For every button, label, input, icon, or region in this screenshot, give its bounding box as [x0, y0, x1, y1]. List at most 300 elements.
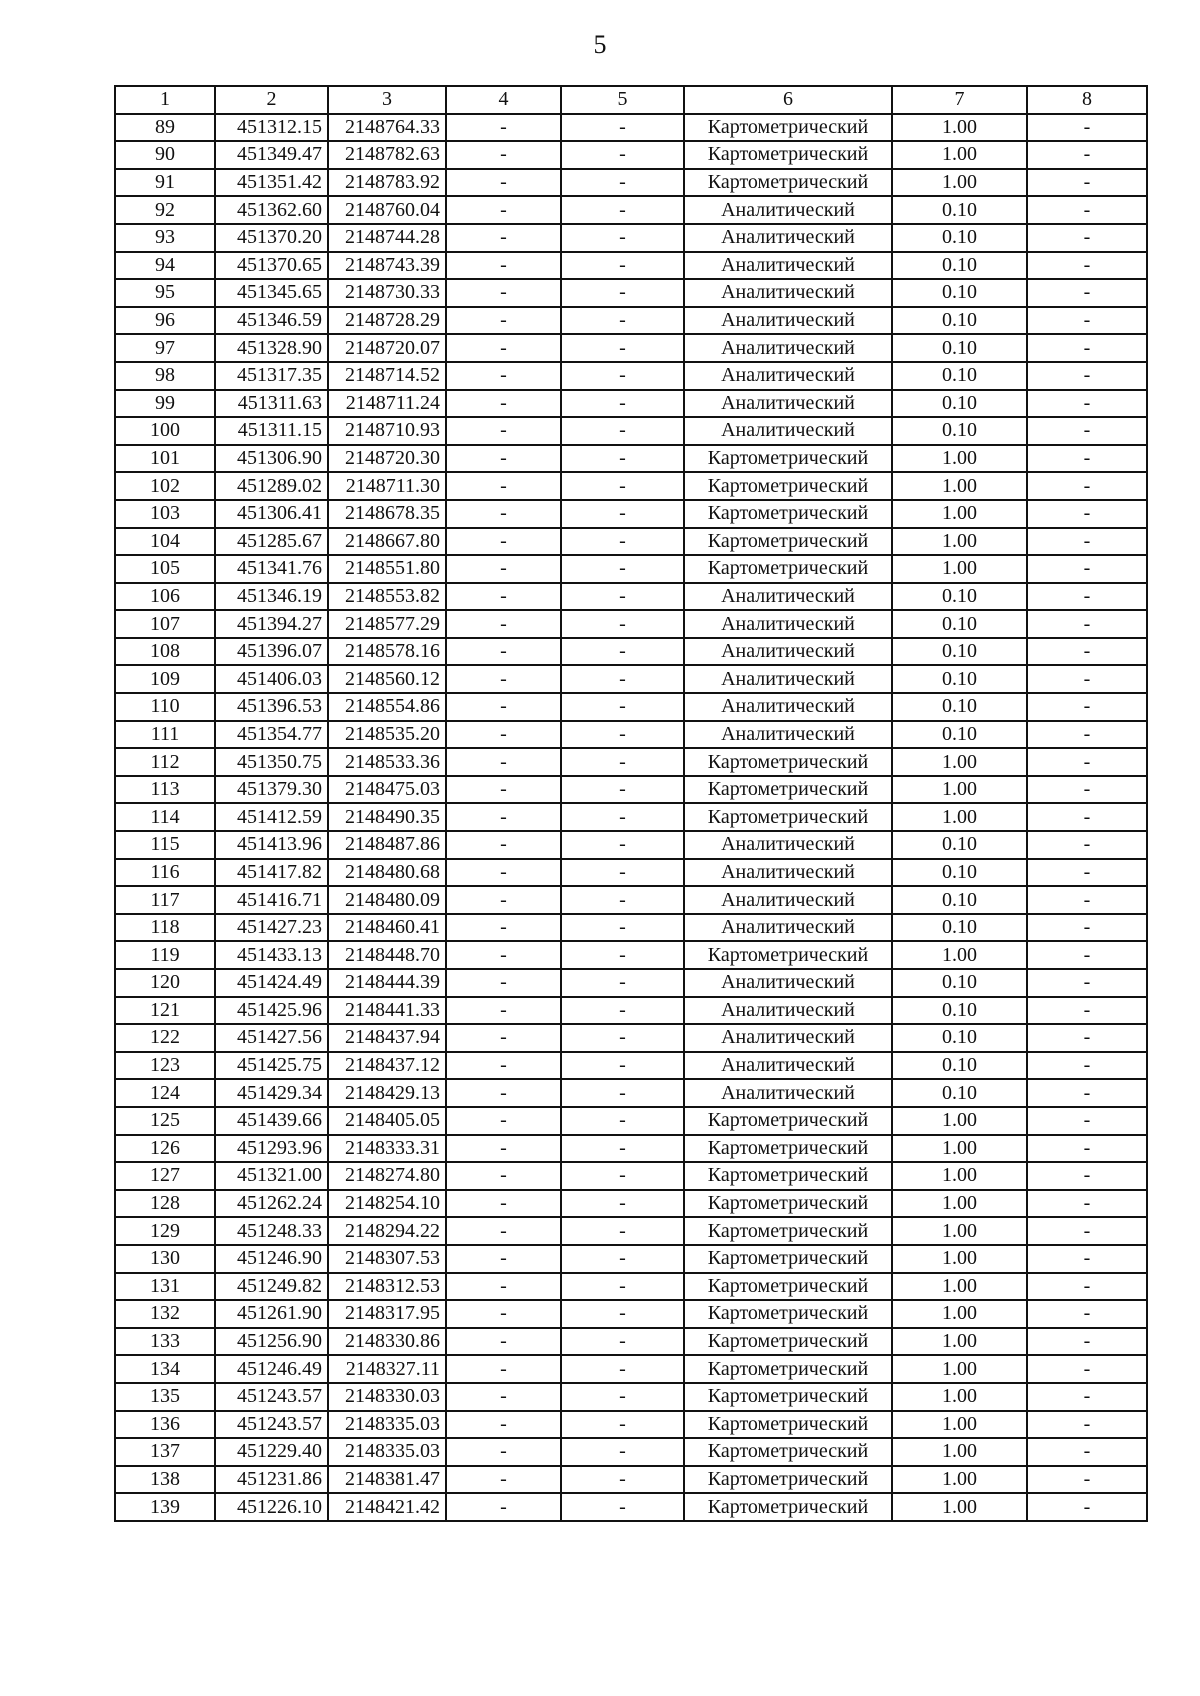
x-coordinate-cell: 451346.59: [215, 307, 328, 335]
method-cell: Аналитический: [684, 362, 892, 390]
x-coordinate-cell: 451370.65: [215, 252, 328, 280]
table-row: [115, 1024, 1147, 1052]
column-5-cell: -: [561, 472, 684, 500]
method-cell: Аналитический: [684, 886, 892, 914]
method-cell: Аналитический: [684, 997, 892, 1025]
x-coordinate-cell: 451321.00: [215, 1162, 328, 1190]
column-8-cell: -: [1027, 638, 1147, 666]
y-coordinate-cell: 2148333.31: [328, 1135, 446, 1163]
column-4-cell: -: [446, 1107, 561, 1135]
table-row: [115, 334, 1147, 362]
table-row: [115, 307, 1147, 335]
method-cell: Аналитический: [684, 390, 892, 418]
column-5-cell: -: [561, 1245, 684, 1273]
column-5-cell: -: [561, 445, 684, 473]
y-coordinate-cell: 2148710.93: [328, 417, 446, 445]
y-coordinate-cell: 2148480.68: [328, 859, 446, 887]
x-coordinate-cell: 451256.90: [215, 1328, 328, 1356]
method-cell: Аналитический: [684, 1052, 892, 1080]
table-row: [115, 555, 1147, 583]
accuracy-cell: 0.10: [892, 638, 1027, 666]
y-coordinate-cell: 2148720.30: [328, 445, 446, 473]
column-4-cell: -: [446, 1300, 561, 1328]
x-coordinate-cell: 451243.57: [215, 1411, 328, 1439]
x-coordinate-cell: 451248.33: [215, 1217, 328, 1245]
column-5-cell: -: [561, 997, 684, 1025]
y-coordinate-cell: 2148448.70: [328, 941, 446, 969]
x-coordinate-cell: 451346.19: [215, 583, 328, 611]
accuracy-cell: 0.10: [892, 693, 1027, 721]
point-number-cell: 89: [115, 114, 215, 142]
point-number-cell: 133: [115, 1328, 215, 1356]
y-coordinate-cell: 2148460.41: [328, 914, 446, 942]
column-5-cell: -: [561, 196, 684, 224]
point-number-cell: 132: [115, 1300, 215, 1328]
column-8-cell: -: [1027, 114, 1147, 142]
method-cell: Аналитический: [684, 638, 892, 666]
x-coordinate-cell: 451345.65: [215, 279, 328, 307]
method-cell: Аналитический: [684, 1079, 892, 1107]
y-coordinate-cell: 2148437.94: [328, 1024, 446, 1052]
method-cell: Картометрический: [684, 1190, 892, 1218]
column-8-cell: -: [1027, 500, 1147, 528]
x-coordinate-cell: 451293.96: [215, 1135, 328, 1163]
column-8-cell: -: [1027, 1135, 1147, 1163]
column-5-cell: -: [561, 638, 684, 666]
y-coordinate-cell: 2148782.63: [328, 141, 446, 169]
table-row: [115, 1355, 1147, 1383]
column-4-cell: -: [446, 1493, 561, 1521]
method-cell: Картометрический: [684, 555, 892, 583]
table-row: [115, 1162, 1147, 1190]
accuracy-cell: 1.00: [892, 1217, 1027, 1245]
column-5-cell: -: [561, 1135, 684, 1163]
point-number-cell: 123: [115, 1052, 215, 1080]
column-4-cell: -: [446, 252, 561, 280]
column-4-cell: -: [446, 997, 561, 1025]
column-5-cell: -: [561, 1411, 684, 1439]
point-number-cell: 96: [115, 307, 215, 335]
column-5-cell: -: [561, 859, 684, 887]
column-4-cell: -: [446, 307, 561, 335]
point-number-cell: 111: [115, 721, 215, 749]
x-coordinate-cell: 451311.63: [215, 390, 328, 418]
point-number-cell: 121: [115, 997, 215, 1025]
point-number-cell: 125: [115, 1107, 215, 1135]
y-coordinate-cell: 2148405.05: [328, 1107, 446, 1135]
column-5-cell: -: [561, 610, 684, 638]
column-4-cell: -: [446, 362, 561, 390]
method-cell: Картометрический: [684, 941, 892, 969]
point-number-cell: 117: [115, 886, 215, 914]
accuracy-cell: 1.00: [892, 1355, 1027, 1383]
point-number-cell: 91: [115, 169, 215, 197]
point-number-cell: 118: [115, 914, 215, 942]
accuracy-cell: 0.10: [892, 362, 1027, 390]
x-coordinate-cell: 451341.76: [215, 555, 328, 583]
y-coordinate-cell: 2148578.16: [328, 638, 446, 666]
point-number-cell: 119: [115, 941, 215, 969]
point-number-cell: 100: [115, 417, 215, 445]
table-row: [115, 638, 1147, 666]
accuracy-cell: 0.10: [892, 583, 1027, 611]
accuracy-cell: 1.00: [892, 1245, 1027, 1273]
column-4-cell: -: [446, 390, 561, 418]
column-5-cell: -: [561, 1300, 684, 1328]
point-number-cell: 139: [115, 1493, 215, 1521]
x-coordinate-cell: 451429.34: [215, 1079, 328, 1107]
point-number-cell: 112: [115, 748, 215, 776]
column-5-cell: -: [561, 886, 684, 914]
x-coordinate-cell: 451427.23: [215, 914, 328, 942]
y-coordinate-cell: 2148533.36: [328, 748, 446, 776]
column-5-cell: -: [561, 1355, 684, 1383]
column-header: 2: [215, 86, 328, 114]
x-coordinate-cell: 451433.13: [215, 941, 328, 969]
point-number-cell: 127: [115, 1162, 215, 1190]
column-4-cell: -: [446, 500, 561, 528]
x-coordinate-cell: 451425.96: [215, 997, 328, 1025]
accuracy-cell: 0.10: [892, 997, 1027, 1025]
column-8-cell: -: [1027, 1411, 1147, 1439]
y-coordinate-cell: 2148480.09: [328, 886, 446, 914]
accuracy-cell: 0.10: [892, 334, 1027, 362]
x-coordinate-cell: 451370.20: [215, 224, 328, 252]
column-5-cell: -: [561, 1466, 684, 1494]
column-5-cell: -: [561, 1024, 684, 1052]
method-cell: Картометрический: [684, 776, 892, 804]
column-8-cell: -: [1027, 665, 1147, 693]
method-cell: Аналитический: [684, 307, 892, 335]
table-row: [115, 141, 1147, 169]
y-coordinate-cell: 2148421.42: [328, 1493, 446, 1521]
column-8-cell: -: [1027, 445, 1147, 473]
column-5-cell: -: [561, 114, 684, 142]
table-row: [115, 721, 1147, 749]
table-row: [115, 196, 1147, 224]
column-8-cell: -: [1027, 693, 1147, 721]
column-4-cell: -: [446, 472, 561, 500]
y-coordinate-cell: 2148330.86: [328, 1328, 446, 1356]
x-coordinate-cell: 451351.42: [215, 169, 328, 197]
table-row: [115, 1217, 1147, 1245]
x-coordinate-cell: 451354.77: [215, 721, 328, 749]
x-coordinate-cell: 451289.02: [215, 472, 328, 500]
y-coordinate-cell: 2148437.12: [328, 1052, 446, 1080]
accuracy-cell: 0.10: [892, 417, 1027, 445]
table-row: [115, 224, 1147, 252]
column-8-cell: -: [1027, 941, 1147, 969]
column-5-cell: -: [561, 721, 684, 749]
column-8-cell: -: [1027, 610, 1147, 638]
method-cell: Картометрический: [684, 114, 892, 142]
table-row: [115, 886, 1147, 914]
method-cell: Аналитический: [684, 196, 892, 224]
column-4-cell: -: [446, 748, 561, 776]
point-number-cell: 135: [115, 1383, 215, 1411]
method-cell: Картометрический: [684, 500, 892, 528]
point-number-cell: 94: [115, 252, 215, 280]
x-coordinate-cell: 451261.90: [215, 1300, 328, 1328]
column-5-cell: -: [561, 555, 684, 583]
column-5-cell: -: [561, 528, 684, 556]
method-cell: Картометрический: [684, 1217, 892, 1245]
accuracy-cell: 1.00: [892, 500, 1027, 528]
column-5-cell: -: [561, 224, 684, 252]
column-8-cell: -: [1027, 1438, 1147, 1466]
accuracy-cell: 1.00: [892, 1135, 1027, 1163]
column-5-cell: -: [561, 665, 684, 693]
y-coordinate-cell: 2148560.12: [328, 665, 446, 693]
accuracy-cell: 1.00: [892, 1493, 1027, 1521]
column-8-cell: -: [1027, 748, 1147, 776]
x-coordinate-cell: 451312.15: [215, 114, 328, 142]
x-coordinate-cell: 451328.90: [215, 334, 328, 362]
column-4-cell: -: [446, 638, 561, 666]
point-number-cell: 104: [115, 528, 215, 556]
point-number-cell: 103: [115, 500, 215, 528]
y-coordinate-cell: 2148728.29: [328, 307, 446, 335]
table-row: [115, 1079, 1147, 1107]
column-5-cell: -: [561, 748, 684, 776]
method-cell: Картометрический: [684, 1383, 892, 1411]
column-5-cell: -: [561, 583, 684, 611]
point-number-cell: 106: [115, 583, 215, 611]
table-row: [115, 803, 1147, 831]
point-number-cell: 98: [115, 362, 215, 390]
column-4-cell: -: [446, 1328, 561, 1356]
column-4-cell: -: [446, 941, 561, 969]
table-row: [115, 1107, 1147, 1135]
method-cell: Картометрический: [684, 169, 892, 197]
column-4-cell: -: [446, 196, 561, 224]
column-4-cell: -: [446, 417, 561, 445]
method-cell: Аналитический: [684, 859, 892, 887]
table-row: [115, 1135, 1147, 1163]
point-number-cell: 131: [115, 1273, 215, 1301]
column-8-cell: -: [1027, 1079, 1147, 1107]
table-row: [115, 1328, 1147, 1356]
table-row: [115, 252, 1147, 280]
column-4-cell: -: [446, 665, 561, 693]
x-coordinate-cell: 451229.40: [215, 1438, 328, 1466]
column-5-cell: -: [561, 1273, 684, 1301]
table-row: [115, 169, 1147, 197]
y-coordinate-cell: 2148327.11: [328, 1355, 446, 1383]
column-8-cell: -: [1027, 1107, 1147, 1135]
column-8-cell: -: [1027, 831, 1147, 859]
column-4-cell: -: [446, 859, 561, 887]
column-8-cell: -: [1027, 362, 1147, 390]
point-number-cell: 137: [115, 1438, 215, 1466]
point-number-cell: 120: [115, 969, 215, 997]
column-header: 1: [115, 86, 215, 114]
point-number-cell: 136: [115, 1411, 215, 1439]
column-4-cell: -: [446, 334, 561, 362]
column-5-cell: -: [561, 941, 684, 969]
y-coordinate-cell: 2148760.04: [328, 196, 446, 224]
point-number-cell: 116: [115, 859, 215, 887]
column-5-cell: -: [561, 500, 684, 528]
column-8-cell: -: [1027, 1355, 1147, 1383]
accuracy-cell: 1.00: [892, 803, 1027, 831]
column-4-cell: -: [446, 886, 561, 914]
column-5-cell: -: [561, 1079, 684, 1107]
accuracy-cell: 0.10: [892, 831, 1027, 859]
x-coordinate-cell: 451226.10: [215, 1493, 328, 1521]
table-row: [115, 941, 1147, 969]
y-coordinate-cell: 2148307.53: [328, 1245, 446, 1273]
table-row: [115, 1052, 1147, 1080]
column-8-cell: -: [1027, 1493, 1147, 1521]
method-cell: Аналитический: [684, 693, 892, 721]
table-row: [115, 1190, 1147, 1218]
column-4-cell: -: [446, 803, 561, 831]
column-8-cell: -: [1027, 141, 1147, 169]
accuracy-cell: 0.10: [892, 610, 1027, 638]
column-8-cell: -: [1027, 1300, 1147, 1328]
table-row: [115, 1466, 1147, 1494]
y-coordinate-cell: 2148535.20: [328, 721, 446, 749]
column-8-cell: -: [1027, 997, 1147, 1025]
method-cell: Аналитический: [684, 334, 892, 362]
column-8-cell: -: [1027, 528, 1147, 556]
accuracy-cell: 0.10: [892, 279, 1027, 307]
column-5-cell: -: [561, 1162, 684, 1190]
x-coordinate-cell: 451262.24: [215, 1190, 328, 1218]
column-8-cell: -: [1027, 169, 1147, 197]
point-number-cell: 90: [115, 141, 215, 169]
table-row: [115, 114, 1147, 142]
column-8-cell: -: [1027, 1328, 1147, 1356]
accuracy-cell: 1.00: [892, 555, 1027, 583]
column-4-cell: -: [446, 721, 561, 749]
method-cell: Картометрический: [684, 1493, 892, 1521]
x-coordinate-cell: 451246.90: [215, 1245, 328, 1273]
accuracy-cell: 0.10: [892, 969, 1027, 997]
column-4-cell: -: [446, 1135, 561, 1163]
accuracy-cell: 1.00: [892, 114, 1027, 142]
accuracy-cell: 1.00: [892, 941, 1027, 969]
column-5-cell: -: [561, 1493, 684, 1521]
column-8-cell: -: [1027, 1190, 1147, 1218]
column-4-cell: -: [446, 1190, 561, 1218]
column-5-cell: -: [561, 334, 684, 362]
accuracy-cell: 1.00: [892, 445, 1027, 473]
method-cell: Картометрический: [684, 1355, 892, 1383]
x-coordinate-cell: 451243.57: [215, 1383, 328, 1411]
column-5-cell: -: [561, 693, 684, 721]
column-4-cell: -: [446, 969, 561, 997]
accuracy-cell: 1.00: [892, 1107, 1027, 1135]
accuracy-cell: 0.10: [892, 196, 1027, 224]
column-5-cell: -: [561, 1190, 684, 1218]
column-5-cell: -: [561, 1107, 684, 1135]
method-cell: Картометрический: [684, 1328, 892, 1356]
y-coordinate-cell: 2148554.86: [328, 693, 446, 721]
x-coordinate-cell: 451350.75: [215, 748, 328, 776]
column-8-cell: -: [1027, 776, 1147, 804]
y-coordinate-cell: 2148487.86: [328, 831, 446, 859]
x-coordinate-cell: 451439.66: [215, 1107, 328, 1135]
method-cell: Аналитический: [684, 417, 892, 445]
accuracy-cell: 0.10: [892, 252, 1027, 280]
column-8-cell: -: [1027, 1217, 1147, 1245]
table-body: [115, 114, 1147, 1521]
y-coordinate-cell: 2148743.39: [328, 252, 446, 280]
y-coordinate-cell: 2148490.35: [328, 803, 446, 831]
method-cell: Картометрический: [684, 748, 892, 776]
point-number-cell: 122: [115, 1024, 215, 1052]
point-number-cell: 126: [115, 1135, 215, 1163]
method-cell: Картометрический: [684, 141, 892, 169]
x-coordinate-cell: 451231.86: [215, 1466, 328, 1494]
column-8-cell: -: [1027, 886, 1147, 914]
method-cell: Картометрический: [684, 1135, 892, 1163]
x-coordinate-cell: 451349.47: [215, 141, 328, 169]
accuracy-cell: 0.10: [892, 1052, 1027, 1080]
method-cell: Картометрический: [684, 1245, 892, 1273]
column-5-cell: -: [561, 390, 684, 418]
column-5-cell: -: [561, 914, 684, 942]
table-row: [115, 528, 1147, 556]
method-cell: Аналитический: [684, 969, 892, 997]
column-8-cell: -: [1027, 252, 1147, 280]
point-number-cell: 92: [115, 196, 215, 224]
point-number-cell: 93: [115, 224, 215, 252]
y-coordinate-cell: 2148714.52: [328, 362, 446, 390]
column-8-cell: -: [1027, 1245, 1147, 1273]
method-cell: Картометрический: [684, 1466, 892, 1494]
point-number-cell: 101: [115, 445, 215, 473]
point-number-cell: 102: [115, 472, 215, 500]
column-5-cell: -: [561, 141, 684, 169]
point-number-cell: 95: [115, 279, 215, 307]
column-4-cell: -: [446, 528, 561, 556]
y-coordinate-cell: 2148335.03: [328, 1411, 446, 1439]
method-cell: Аналитический: [684, 914, 892, 942]
y-coordinate-cell: 2148294.22: [328, 1217, 446, 1245]
column-5-cell: -: [561, 252, 684, 280]
point-number-cell: 105: [115, 555, 215, 583]
table-row: [115, 776, 1147, 804]
table-row: [115, 445, 1147, 473]
x-coordinate-cell: 451417.82: [215, 859, 328, 887]
y-coordinate-cell: 2148441.33: [328, 997, 446, 1025]
method-cell: Картометрический: [684, 445, 892, 473]
table-row: [115, 665, 1147, 693]
column-5-cell: -: [561, 1383, 684, 1411]
table-row: [115, 417, 1147, 445]
column-8-cell: -: [1027, 1162, 1147, 1190]
point-number-cell: 115: [115, 831, 215, 859]
accuracy-cell: 1.00: [892, 472, 1027, 500]
y-coordinate-cell: 2148744.28: [328, 224, 446, 252]
y-coordinate-cell: 2148381.47: [328, 1466, 446, 1494]
x-coordinate-cell: 451306.41: [215, 500, 328, 528]
method-cell: Картометрический: [684, 1300, 892, 1328]
accuracy-cell: 1.00: [892, 1466, 1027, 1494]
method-cell: Аналитический: [684, 665, 892, 693]
table-row: [115, 969, 1147, 997]
column-4-cell: -: [446, 445, 561, 473]
column-4-cell: -: [446, 1355, 561, 1383]
accuracy-cell: 1.00: [892, 1411, 1027, 1439]
accuracy-cell: 0.10: [892, 307, 1027, 335]
point-number-cell: 108: [115, 638, 215, 666]
table-row: [115, 390, 1147, 418]
x-coordinate-cell: 451394.27: [215, 610, 328, 638]
